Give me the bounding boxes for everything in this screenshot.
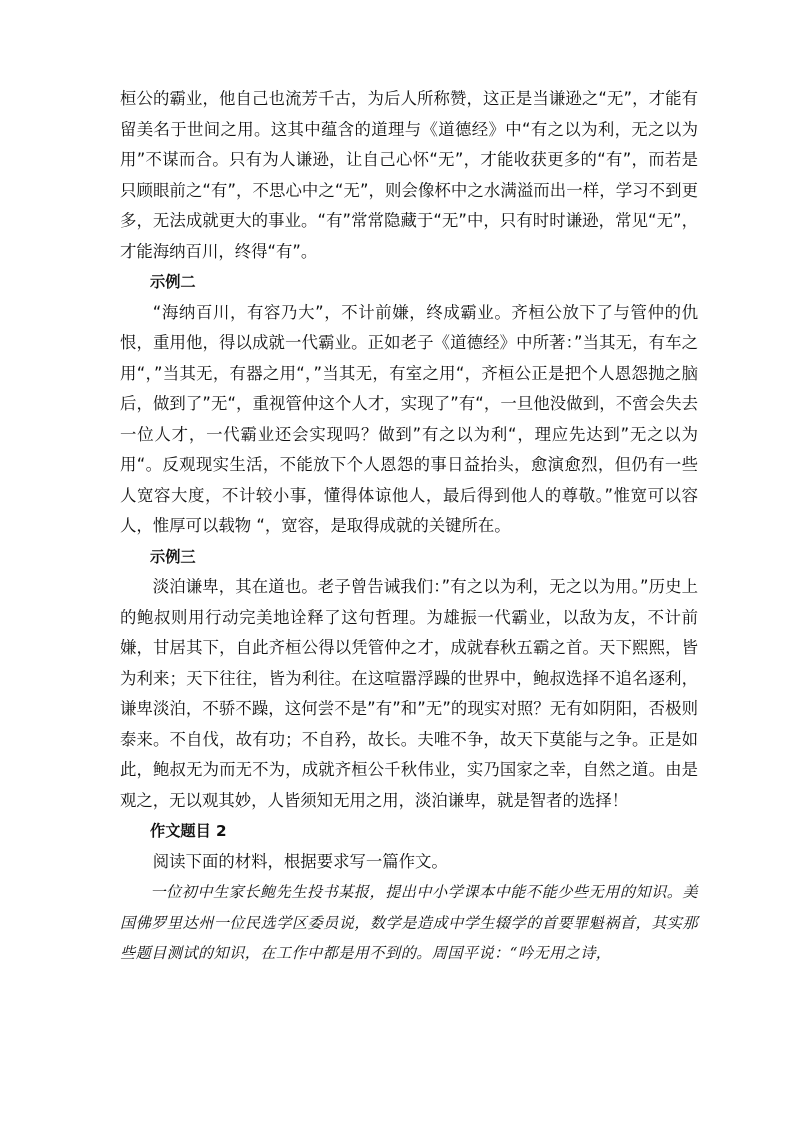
example-2-paragraph: “海纳百川，有容乃大”，不计前嫌，终成霸业。齐桓公放下了与管仲的仇恨，重用他，得以成就一代霸业。正如老子《道德经》中所著：”当其无，有车之用“，”当其无，有器之用“，”当其无，有室之用“，齐桓公正是把个人恩怨抛之脑后，做到了”无“，重视管仲这个人才，实现了”有“，一旦他没做到，不啻会失去一位人才，一代霸业还会实现吗？做到”有之以为利“，理应先达到”无之以为用“。反观现实生活，不能放下个人恩怨的事日益抬头，愈演愈烈，但仍有一些人宽容大度，不计较小事，懂得体谅他人，最后得到他人的尊敬。”惟宽可以容人，惟厚可以载物 “，宽容，是取得成就的关键所在。 <box>120 302 698 535</box>
example-3-paragraph: 淡泊谦卑，其在道也。老子曾告诫我们：”有之以为利，无之以为用。”历史上的鲍叔则用行动完美地诠释了这句哲理。为雄振一代霸业，以敌为友，不计前嫌，甘居其下，自此齐桓公得以凭管仲之才，成就春秋五霸之首。天下熙熙，皆为利来；天下往往，皆为利往。在这喧嚣浮躁的世界中，鲍叔选择不追名逐利，谦卑淡泊，不骄不躁，这何尝不是”有”和”无”的现实对照？无有如阴阳，否极则泰来。不自伐，故有功；不自矜，故长。夫唯不争，故天下莫能与之争。正是如此，鲍叔无为而无不为，成就齐桓公千秋伟业，实乃国家之幸，自然之道。由是观之，无以观其妙，人皆须知无用之用，淡泊谦卑，就是智者的选择！ <box>120 577 698 810</box>
topic-2-heading: 作文题目 2 <box>150 822 227 840</box>
example-3-heading: 示例三 <box>150 547 196 566</box>
continuation-paragraph: 桓公的霸业，他自己也流芳千古，为后人所称赞，这正是当谦逊之“无”，才能有留美名于世间之用。这其中蕴含的道理与《道德经》中“有之以为利，无之以为用”不谋而合。只有为人谦逊，让自己心怀“无”，才能收获更多的“有”，而若是只顾眼前之“有”，不思心中之“无”，则会像杯中之水满溢而出一样，学习不到更多，无法成就更大的事业。“有”常常隐藏于“无”中，只有时时谦逊，常见“无”，才能海纳百川，终得“有”。 <box>120 89 698 261</box>
topic-2-material: 一位初中生家长鲍先生投书某报，提出中小学课本中能不能少些无用的知识。美国佛罗里达州一位民选学区委员说，数学是造成中学生辍学的首要罪魁祸首，其实那些题目测试的知识，在工作中都是用不到的。周国平说：“吟无用之诗， <box>120 883 698 962</box>
example-2-heading: 示例二 <box>150 273 196 291</box>
topic-2-instruction: 阅读下面的材料，根据要求写一篇作文。 <box>152 851 448 871</box>
